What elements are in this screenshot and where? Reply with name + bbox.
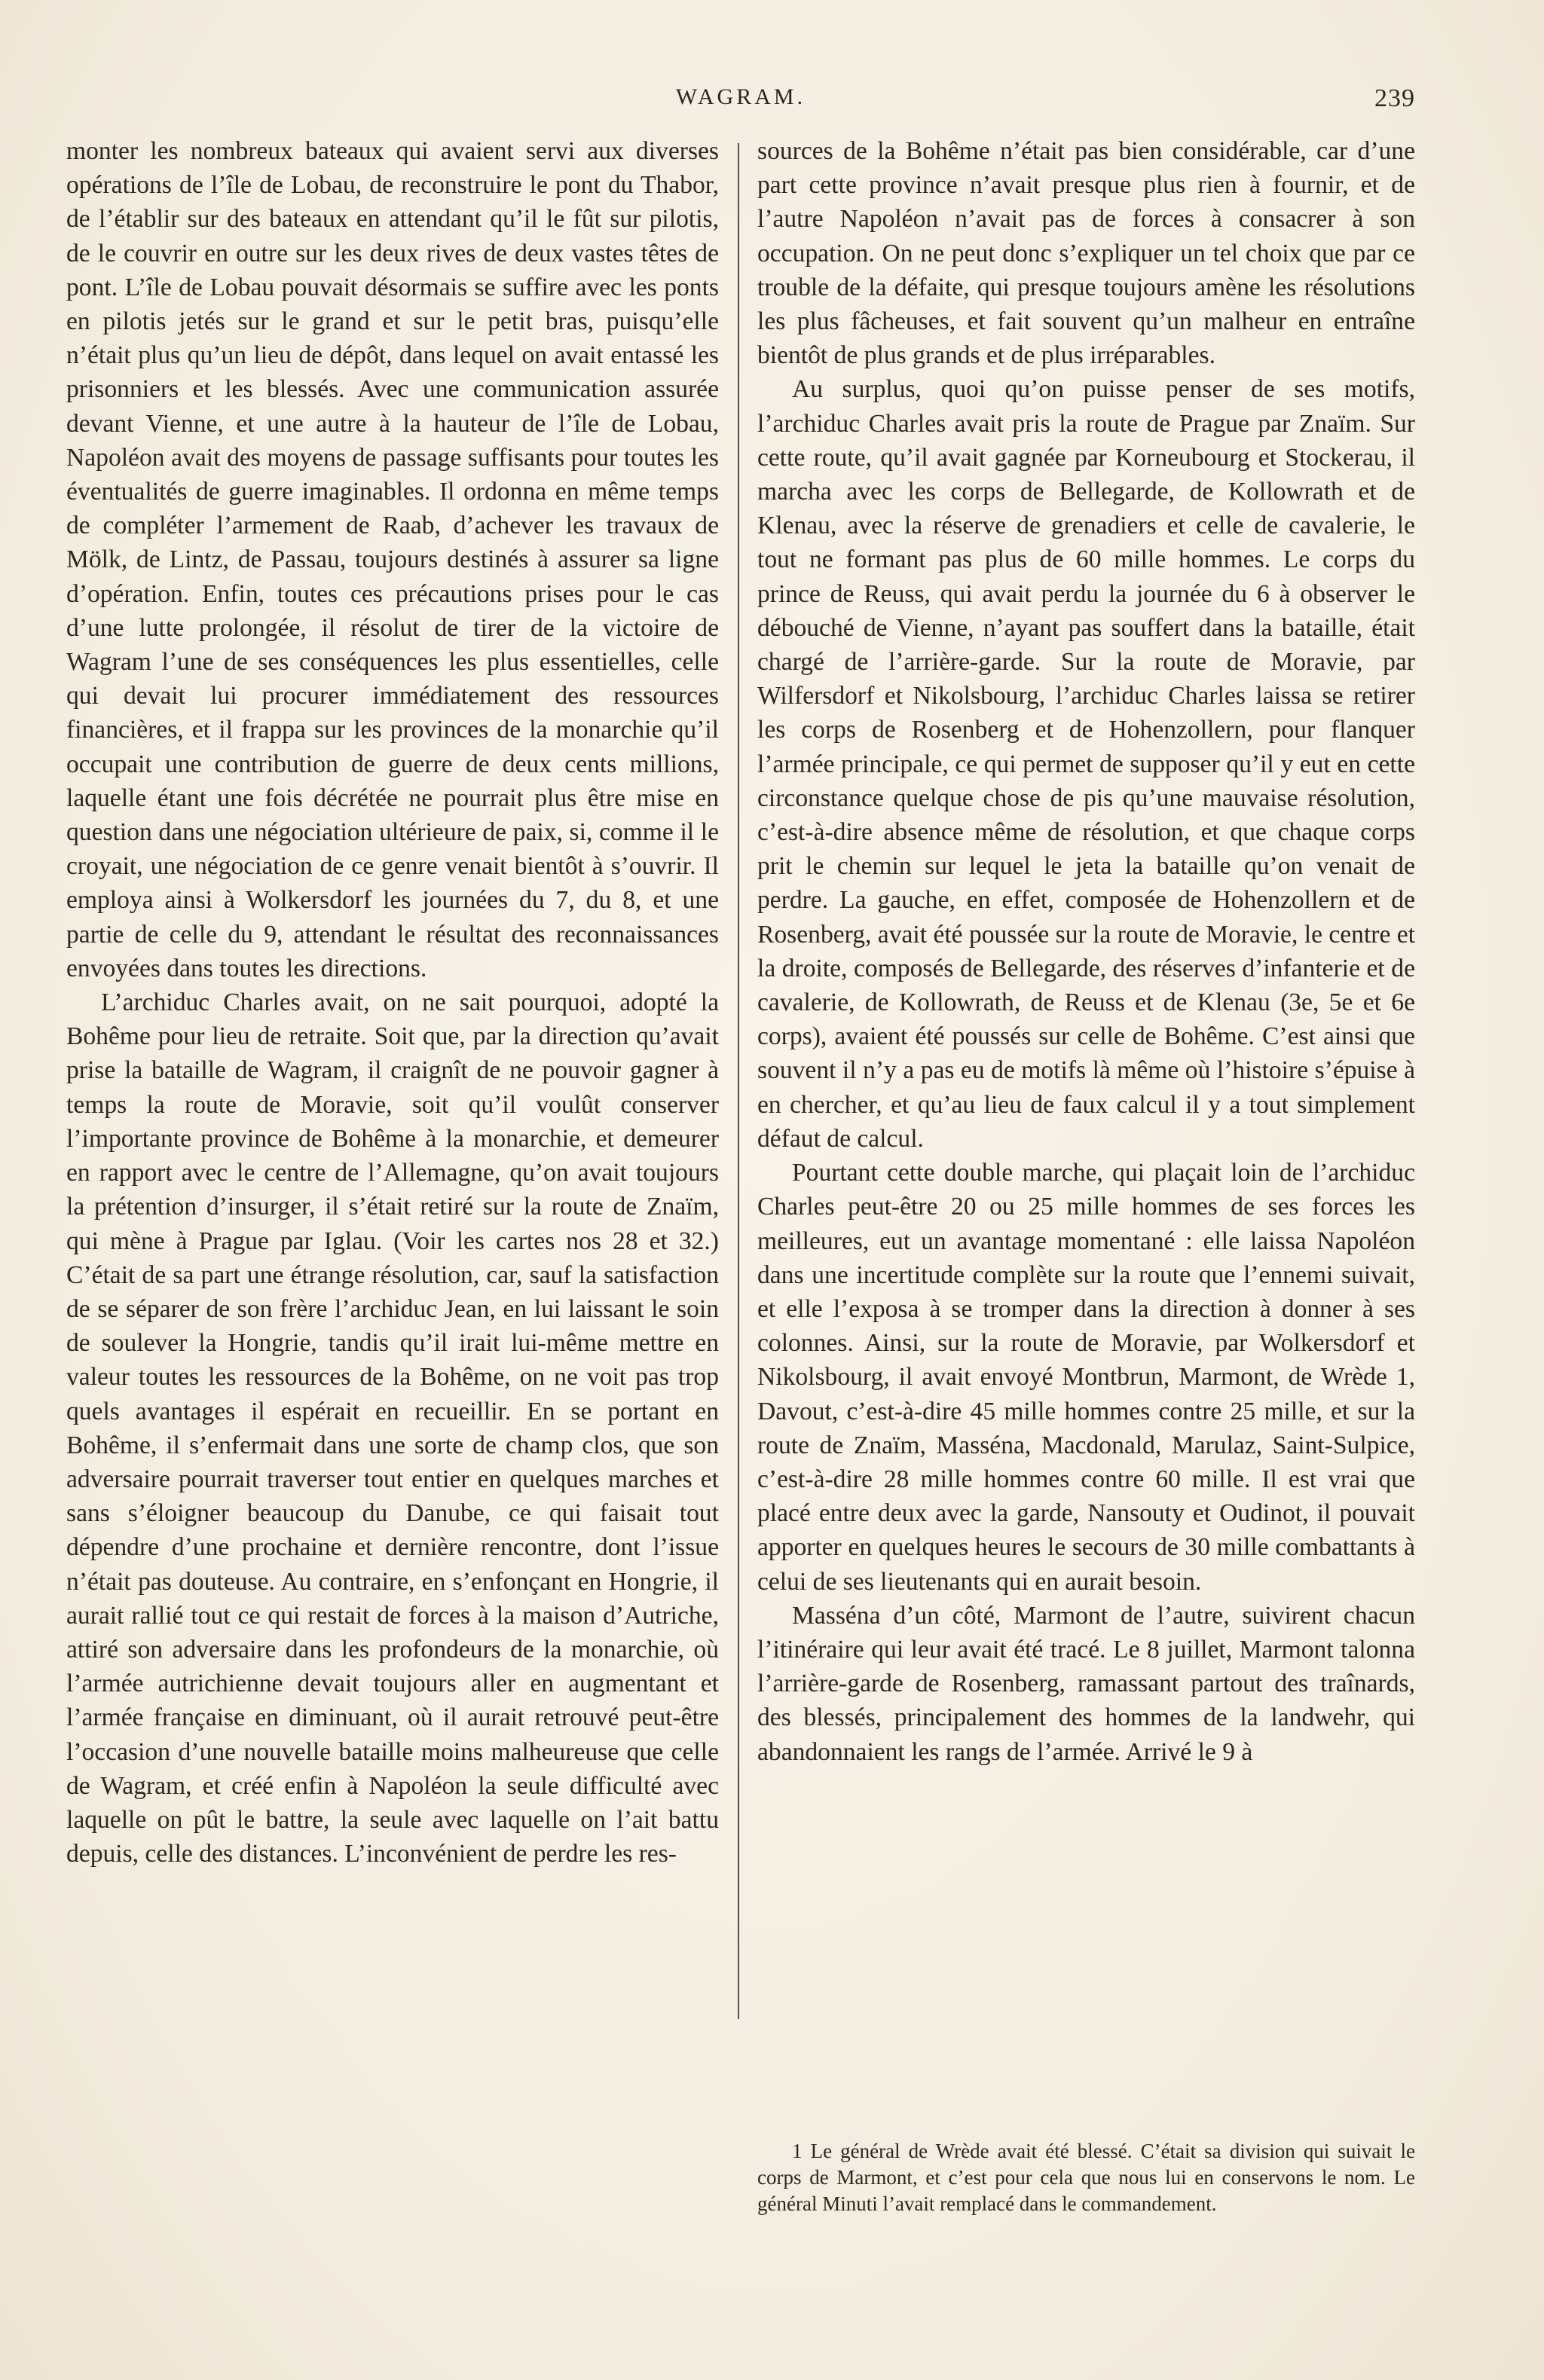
right-column: [757, 134, 1415, 1769]
running-title: WAGRAM.: [675, 84, 806, 109]
paragraph: sources de la Bohême n’était pas bien considérable, car d’une part cette province n’avait presque plus rien à fournir, et de l’autre Napoléon n’avait pas de forces à consacrer à son occupation. On ne peut donc s’expliquer un tel choix que par ce trouble de la défaite, qui presque toujours amène les résolutions les plus fâcheuses, et fait souvent qu’un malheur en entraîne bientôt de plus grands et de plus irréparables.: [757, 137, 1415, 370]
page-number: 239: [1374, 84, 1415, 112]
paragraph: Masséna d’un côté, Marmont de l’autre, suivirent chacun l’itinéraire qui leur avait été tracé. Le 8 juillet, Marmont talonna l’arrière-garde de Rosenberg, ramassant partout des traînards, des blessés, principalement des hommes de la landwehr, qui abandonnaient les rangs de l’armée. Arrivé le 9 à: [757, 1601, 1415, 1766]
paragraph: L’archiduc Charles avait, on ne sait pourquoi, adopté la Bohême pour lieu de retraite. Soit que, par la direction qu’avait prise la bataille de Wagram, il craignît de ne pouvoir gagner à temps la route de Moravie, soit qu’il voulût conserver l’importante province de Bohême à la monarchie, et demeurer en rapport avec le centre de l’Allemagne, qu’on avait toujours la prétention d’insurger, il s’était retiré sur la route de Znaïm, qui mène à Prague par Iglau. (Voir les cartes nos 28 et 32.) C’était de sa part une étrange résolution, car, sauf la satisfaction de se séparer de son frère l’archiduc Jean, en lui laissant le soin de soulever la Hongrie, tandis qu’il irait lui-même mettre en valeur toutes les ressources de la Bohême, on ne voit pas trop quels avantages il espérait en recueillir. En se portant en Bohême, il s’enfermait dans une sorte de champ clos, que son adversaire pourrait traverser tout entier en quelques marches et sans s’éloigner beaucoup du Danube, ce qui faisait tout dépendre d’une prochaine et dernière rencontre, dont l’issue n’était pas douteuse. Au contraire, en s’enfonçant en Hongrie, il aurait rallié tout ce qui restait de forces à la maison d’Autriche, attiré son adversaire dans les profondeurs de la monarchie, où l’armée autrichienne devait toujours aller en augmentant et l’armée française en diminuant, où il aurait retrouvé peut-être l’occasion d’une nouvelle bataille moins malheureuse que celle de Wagram, et créé enfin à Napoléon la seule difficulté avec laquelle on pût le battre, la seule avec laquelle on l’ait battu depuis, celle des distances. L’inconvénient de perdre les res-: [66, 988, 719, 1868]
paragraph: monter les nombreux bateaux qui avaient servi aux diverses opérations de l’île de Lobau, de reconstruire le pont du Thabor, de l’établir sur des bateaux en attendant qu’il le fût sur pilotis, de le couvrir en outre sur les deux rives de deux vastes têtes de pont. L’île de Lobau pouvait désormais se suffire avec les ponts en pilotis jetés sur le grand et sur le petit bras, puisqu’elle n’était plus qu’un lieu de dépôt, dans lequel on avait entassé les prisonniers et les blessés. Avec une communication assurée devant Vienne, et une autre à la hauteur de l’île de Lobau, Napoléon avait des moyens de passage suffisants pour toutes les éventualités de guerre imaginables. Il ordonna en même temps de compléter l’armement de Raab, d’achever les travaux de Mölk, de Lintz, de Passau, toujours destinés à assurer sa ligne d’opération. Enfin, toutes ces précautions prises pour le cas d’une lutte prolongée, il résolut de tirer de la victoire de Wagram l’une de ses conséquences les plus essentielles, celle qui devait lui procurer immédiatement des ressources financières, et il frappa sur les provinces de la monarchie qu’il occupait une contribution de guerre de deux cents millions, laquelle étant une fois décrétée ne pourrait plus être mise en question dans une négociation ultérieure de paix, si, comme il le croyait, une négociation de ce genre venait bientôt à s’ouvrir. Il employa ainsi à Wolkersdorf les journées du 7, du 8, et une partie de celle du 9, attendant le résultat des reconnaissances envoyées dans toutes les directions.: [66, 137, 719, 982]
column-divider: [738, 143, 739, 2019]
left-column: [66, 134, 719, 1871]
paragraph: Pourtant cette double marche, qui plaçait loin de l’archiduc Charles peut-être 20 ou 25 mille hommes de ses forces les meilleures, eut un avantage momentané : elle laissa Napoléon dans une incertitude complète sur la route que l’ennemi suivait, et elle l’exposa à se tromper dans la direction à donner à ses colonnes. Ainsi, sur la route de Moravie, par Wolkersdorf et Nikolsbourg, il avait envoyé Montbrun, Marmont, de Wrède 1, Davout, c’est-à-dire 45 mille hommes contre 25 mille, et sur la route de Znaïm, Masséna, Macdonald, Marulaz, Saint-Sulpice, c’est-à-dire 28 mille hommes contre 60 mille. Il est vrai que placé entre deux avec la garde, Nansouty et Oudinot, il pouvait apporter en quelques heures le secours de 30 mille combattants à celui de ses lieutenants qui en aurait besoin.: [757, 1159, 1415, 1596]
page-header: [66, 84, 1415, 122]
paragraph: Au surplus, quoi qu’on puisse penser de ses motifs, l’archiduc Charles avait pris la route de Prague par Znaïm. Sur cette route, qu’il avait gagnée par Korneubourg et Stockerau, il marcha avec les corps de Bellegarde, de Kollowrath et de Klenau, avec la réserve de grenadiers et celle de cavalerie, le tout ne formant pas plus de 60 mille hommes. Le corps du prince de Reuss, qui avait perdu la journée du 6 à observer le débouché de Vienne, n’ayant pas souffert dans la bataille, était chargé de l’arrière-garde. Sur la route de Moravie, par Wilfersdorf et Nikolsbourg, l’archiduc Charles laissa se retirer les corps de Rosenberg et de Hohenzollern, pour flanquer l’armée principale, ce qui permet de supposer qu’il y eut en cette circonstance quelque chose de pis qu’une mauvaise résolution, c’est-à-dire absence même de résolution, et que chaque corps prit le chemin sur lequel le jeta la bataille qu’on venait de perdre. La gauche, en effet, composée de Hohenzollern et de Rosenberg, avait été poussée sur la route de Moravie, le centre et la droite, composés de Bellegarde, des réserves d’infanterie et de cavalerie, de Kollowrath, de Reuss et de Klenau (3e, 5e et 6e corps), avaient été poussés sur celle de Bohême. C’est ainsi que souvent il n’y a pas eu de motifs là même où l’histoire s’épuise à en chercher, et qu’au lieu de faux calcul il y a tout simplement défaut de calcul.: [757, 375, 1416, 1153]
footnote: 1 Le général de Wrède avait été blessé. C’était sa division qui suivait le corps de Marmont, et c’est pour cela que nous lui en conservons le nom. Le général Minuti l’avait remplacé dans le commandement.: [757, 2140, 1415, 2215]
